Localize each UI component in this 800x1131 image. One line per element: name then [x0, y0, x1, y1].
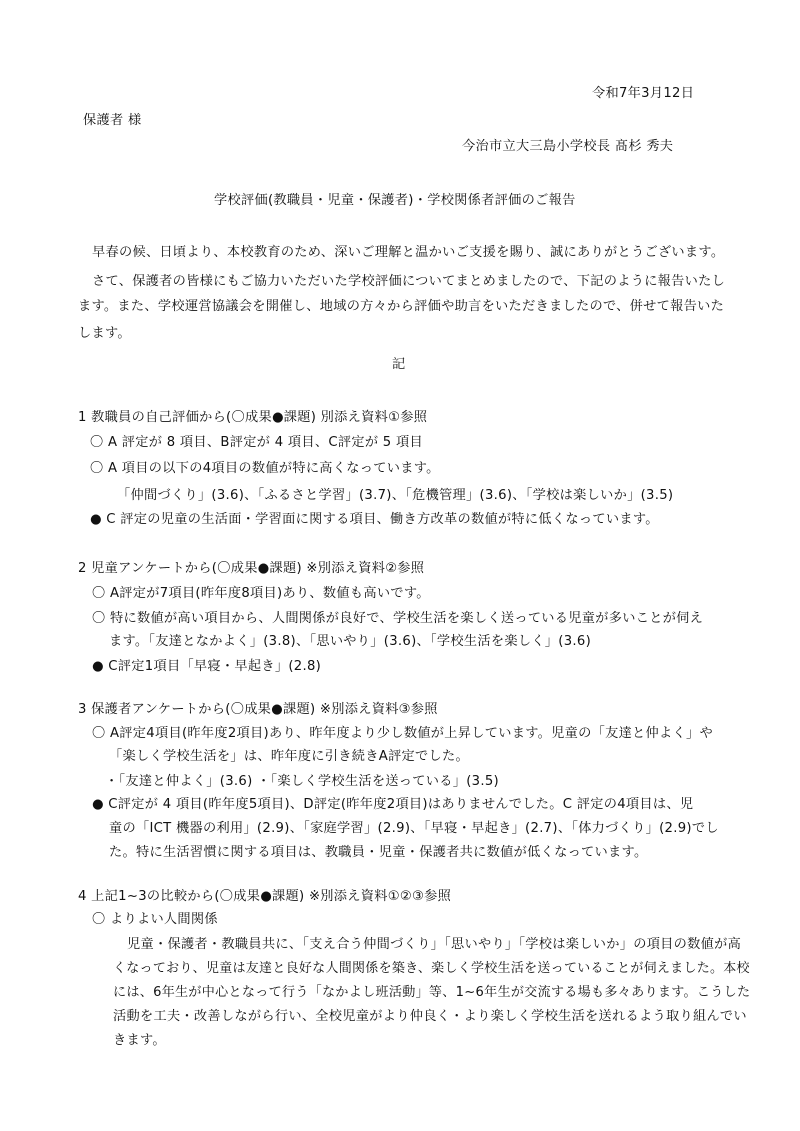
- section-3-item-2-line-1: ● C評定が 4 項目(昨年度5項目)、D評定(昨年度2項目)はありませんでした。C 評定の4項目は、児: [92, 797, 694, 812]
- section-4-line-3: には、6年生が中心となって行う「なかよし班活動」等、1~6年生が交流する場も多々あります。こうした: [113, 985, 751, 1000]
- section-4-line-1: 児童・保護者・教職員共に、「支え合う仲間づくり」「思いやり」「学校は楽しいか」の項目の数値が高: [127, 937, 742, 952]
- section-3-item-2-line-2: 童の「ICT 機器の利用」(2.9)、「家庭学習」(2.9)、「早寝・早起き」(2.7)、「体力づくり」(2.9)でし: [109, 821, 719, 836]
- intro-paragraph-2-line-1: さて、保護者の皆様にもご協力いただいた学校評価についてまとめましたので、下記のように報告いたし: [92, 274, 726, 289]
- section-3-heading: 3 保護者アンケートから(〇成果●課題) ※別添え資料③参照: [78, 702, 438, 717]
- section-2-item-2-line-2: ます。「友達となかよく」(3.8)、「思いやり」(3.6)、「学校生活を楽しく」(3.6): [109, 634, 592, 649]
- section-4-line-5: きます。: [113, 1033, 166, 1048]
- section-3-item-1-line-3: ・「友達と仲よく」(3.6) ・「楽しく学校生活を送っている」(3.5): [105, 774, 500, 789]
- date: 令和7年3月12日: [592, 86, 695, 101]
- section-1-heading: 1 教職員の自己評価から(〇成果●課題) 別添え資料①参照: [78, 410, 428, 425]
- section-4-subheading: 〇 よりよい人間関係: [92, 912, 218, 927]
- ki-marker: 記: [392, 357, 406, 372]
- section-2-item-2-line-1: 〇 特に数値が高い項目から、人間関係が良好で、学校生活を楽しく送っている児童が多いことが伺え: [92, 611, 704, 626]
- recipient: 保護者 様: [83, 113, 142, 128]
- section-4-line-4: 活動を工夫・改善しながら行い、全校児童がより仲良く・より楽しく学校生活を送れるよう取り組んでい: [113, 1009, 747, 1024]
- section-4-line-2: くなっており、児童は友達と良好な人間関係を築き、楽しく学校生活を送っていることが伺えました。本校: [113, 961, 750, 976]
- section-3-item-1-line-2: 「楽しく学校生活を」は、昨年度に引き続きA評定でした。: [109, 749, 469, 764]
- sender: 今治市立大三島小学校長 髙杉 秀夫: [462, 139, 674, 154]
- section-3-item-2-line-3: た。特に生活習慣に関する項目は、教職員・児童・保護者共に数値が低くなっています。: [109, 845, 648, 860]
- intro-paragraph-1: 早春の候、日頃より、本校教育のため、深いご理解と温かいご支援を賜り、誠にありがとうございます。: [92, 245, 725, 260]
- intro-paragraph-2-line-2: ます。また、学校運営協議会を開催し、地域の方々から評価や助言をいただきましたので、併せて報告いた: [78, 299, 725, 314]
- page-title: 学校評価(教職員・児童・保護者)・学校関係者評価のご報告: [214, 193, 576, 208]
- section-1-item-3: ● C 評定の児童の生活面・学習面に関する項目、働き方改革の数値が特に低くなっています。: [90, 512, 659, 527]
- section-2-item-1: 〇 A評定が7項目(昨年度8項目)あり、数値も高いです。: [92, 586, 430, 601]
- section-2-item-3: ● C評定1項目「早寝・早起き」(2.8): [92, 659, 322, 674]
- section-4-heading: 4 上記1~3の比較から(〇成果●課題) ※別添え資料①②③参照: [78, 889, 452, 904]
- section-1-item-2: 〇 A 項目の以下の4項目の数値が特に高くなっています。: [90, 461, 440, 476]
- section-1-item-1: 〇 A 評定が 8 項目、B評定が 4 項目、C評定が 5 項目: [90, 435, 423, 450]
- intro-paragraph-2-line-3: します。: [78, 326, 131, 341]
- section-1-item-2-detail: 「仲間づくり」(3.6)、「ふるさと学習」(3.7)、「危機管理」(3.6)、「学校は楽しいか」(3.5): [117, 488, 674, 503]
- section-2-heading: 2 児童アンケートから(〇成果●課題) ※別添え資料②参照: [78, 561, 425, 576]
- section-3-item-1-line-1: 〇 A評定4項目(昨年度2項目)あり、昨年度より少し数値が上昇しています。児童の「友達と仲よく」や: [92, 726, 713, 741]
